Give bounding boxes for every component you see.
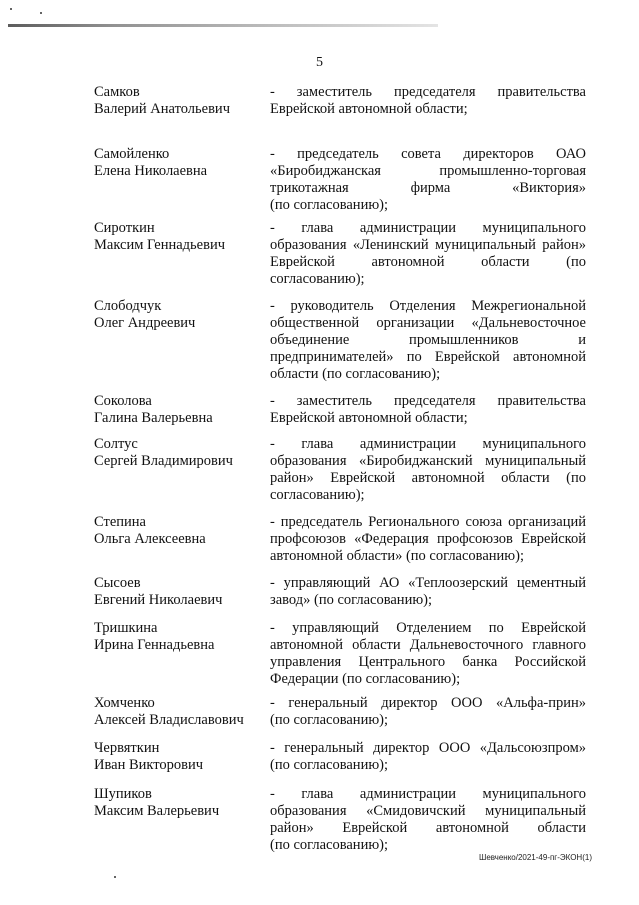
- member-position: [270, 575, 586, 609]
- position-line: - заместитель председателя правительства: [270, 84, 586, 100]
- member-name: [94, 514, 269, 548]
- scan-speck: [10, 8, 12, 10]
- member-surname: Сысоев: [94, 575, 141, 591]
- member-given-names: Максим Геннадьевич: [94, 237, 226, 253]
- position-line: (по согласованию);: [270, 837, 389, 853]
- member-name: [94, 436, 269, 470]
- position-line: - председатель Регионального союза организаций: [270, 514, 586, 530]
- position-line: объединение промышленников и: [270, 332, 586, 348]
- scan-speck: [40, 12, 42, 14]
- position-line: Еврейской автономной области (по: [270, 254, 586, 270]
- position-line: - руководитель Отделения Межрегиональной: [270, 298, 586, 314]
- member-surname: Тришкина: [94, 620, 158, 636]
- member-surname: Самойленко: [94, 146, 170, 162]
- member-position: [270, 740, 586, 774]
- member-position: [270, 146, 586, 214]
- member-position: [270, 786, 586, 854]
- position-line: - генеральный директор ООО «Альфа-прин»: [270, 695, 586, 711]
- position-line: завод» (по согласованию);: [270, 592, 433, 608]
- member-surname: Степина: [94, 514, 146, 530]
- position-line: трикотажная фирма «Виктория»: [270, 180, 586, 196]
- position-line: предпринимателей» по Еврейской автономной: [270, 349, 586, 365]
- position-line: автономной области» (по согласованию);: [270, 548, 524, 564]
- member-surname: Шупиков: [94, 786, 152, 802]
- position-line: общественной организации «Дальневосточное: [270, 315, 586, 331]
- member-given-names: Максим Валерьевич: [94, 803, 220, 819]
- member-surname: Червяткин: [94, 740, 160, 756]
- member-name: [94, 220, 269, 254]
- member-surname: Самков: [94, 84, 140, 100]
- member-position: [270, 220, 586, 288]
- member-given-names: Ирина Геннадьевна: [94, 637, 215, 653]
- member-name: [94, 575, 269, 609]
- member-position: [270, 695, 586, 729]
- member-given-names: Олег Андреевич: [94, 315, 196, 331]
- position-line: образования «Ленинский муниципальный район»: [270, 237, 586, 253]
- member-name: [94, 84, 269, 118]
- scan-speck: [114, 876, 116, 878]
- position-line: район» Еврейской автономной области (по: [270, 470, 586, 486]
- position-line: Федерации (по согласованию);: [270, 671, 461, 687]
- member-surname: Хомченко: [94, 695, 155, 711]
- position-line: согласованию);: [270, 271, 365, 287]
- page-number: 5: [316, 55, 323, 70]
- member-given-names: Евгений Николаевич: [94, 592, 223, 608]
- position-line: район» Еврейской автономной области: [270, 820, 586, 836]
- position-line: - председатель совета директоров ОАО: [270, 146, 586, 162]
- position-line: - управляющий Отделением по Еврейской: [270, 620, 586, 636]
- member-surname: Сироткин: [94, 220, 155, 236]
- position-line: - генеральный директор ООО «Дальсоюзпром»: [270, 740, 586, 756]
- member-given-names: Ольга Алексеевна: [94, 531, 206, 547]
- scan-artifact-line: [8, 24, 438, 27]
- position-line: (по согласованию);: [270, 197, 389, 213]
- member-position: [270, 84, 586, 118]
- member-name: [94, 298, 269, 332]
- member-given-names: Иван Викторович: [94, 757, 204, 773]
- position-line: профсоюзов «Федерация профсоюзов Еврейской: [270, 531, 586, 547]
- member-name: [94, 620, 269, 654]
- member-name: [94, 146, 269, 180]
- position-line: - глава администрации муниципального: [270, 220, 586, 236]
- member-position: [270, 393, 586, 427]
- document-code: Шевченко/2021-49-пг-ЭКОН(1): [478, 853, 592, 862]
- member-name: [94, 393, 269, 427]
- member-name: [94, 695, 269, 729]
- member-given-names: Валерий Анатольевич: [94, 101, 230, 117]
- member-given-names: Галина Валерьевна: [94, 410, 213, 426]
- member-surname: Солтус: [94, 436, 138, 452]
- member-position: [270, 436, 586, 504]
- position-line: (по согласованию);: [270, 712, 389, 728]
- member-given-names: Алексей Владиславович: [94, 712, 244, 728]
- position-line: области (по согласованию);: [270, 366, 441, 382]
- position-line: согласованию);: [270, 487, 365, 503]
- member-position: [270, 514, 586, 565]
- member-position: [270, 298, 586, 383]
- position-line: автономной области Дальневосточного главного: [270, 637, 586, 653]
- position-line: «Биробиджанская промышленно-торговая: [270, 163, 586, 179]
- position-line: образования «Смидовичский муниципальный: [270, 803, 586, 819]
- position-line: (по согласованию);: [270, 757, 389, 773]
- position-line: - заместитель председателя правительства: [270, 393, 586, 409]
- member-given-names: Сергей Владимирович: [94, 453, 233, 469]
- position-line: - глава администрации муниципального: [270, 786, 586, 802]
- position-line: Еврейской автономной области;: [270, 410, 468, 426]
- member-surname: Соколова: [94, 393, 152, 409]
- position-line: - управляющий АО «Теплоозерский цементный: [270, 575, 586, 591]
- position-line: Еврейской автономной области;: [270, 101, 468, 117]
- position-line: - глава администрации муниципального: [270, 436, 586, 452]
- member-given-names: Елена Николаевна: [94, 163, 208, 179]
- position-line: образования «Биробиджанский муниципальный: [270, 453, 586, 469]
- member-position: [270, 620, 586, 688]
- member-surname: Слободчук: [94, 298, 162, 314]
- member-name: [94, 786, 269, 820]
- member-name: [94, 740, 269, 774]
- position-line: управления Центрального банка Российской: [270, 654, 586, 670]
